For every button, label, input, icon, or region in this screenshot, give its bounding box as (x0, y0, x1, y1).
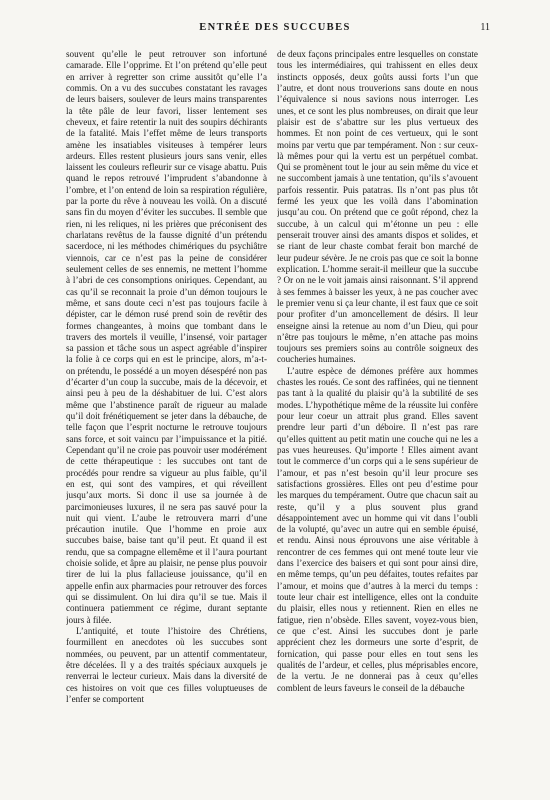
paragraph: L’antiquité, et toute l’histoire des Chrétiens, fourmillent en anecdotes où les succubes sont nommées, ou peuvent, par un attentif commentateur, être décelées. Il y a des traités spéciaux auxquels je renverrai le lecteur curieux. Mais dans la diversité de ces histoires on voit que ces filles voluptueuses de l’enfer se comportent (66, 625, 267, 704)
text-columns (66, 49, 478, 779)
paragraph: L’autre espèce de démones préfère aux hommes chastes les roués. Ce sont des raffinées, qui ne tiennent pas tant à la qualité du plaisir qu’à la subtilité de ses modes. L’hypothétique même de la réussite lui confère pour leur coeur un attrait plus grand. Elles savent prendre leur parti d’un déboire. Il n’est pas rare qu’elles quittent au petit matin une couche qui ne les a pas vues heureuses. Qu’importe ! Elles aiment avant tout le commerce d’un corps qui a le sens supérieur de l’amour, et pas n’est besoin qu’il leur procure ses satisfactions grossières. Elles ont peu d’estime pour les marques du tempérament. Outre que chacun sait au reste, qu’il y a plus souvent plus grand désappointement avec un homme qui vit dans l’oubli de la volupté, qu’avec un autre qui en semble épuisé, et rendu. Ainsi nous éprouvons une aise véritable à rencontrer de ces femmes qui ont mené toute leur vie dans l’exercice des baisers et qui sont pour ainsi dire, en même temps, qu’un peu défaites, toutes refaites par l’amour, et moins que d’autres à la merci du temps : toute leur chair est intelligence, elles ont la conduite du plaisir, elles nous y retiennent. Rien en elles ne fatigue, rien n’obsède. Elles savent, voyez-vous bien, ce que c’est. Ainsi les succubes dont je parle apprécient chez les dormeurs une sorte d’esprit, de fornication, qui passe pour elles en tout sens les qualités de l’ardeur, et celles, plus méprisables encore, de la vertu. Je ne donnerai pas à ceux qu’elles comblent de leurs faveurs le conseil de la débauche (277, 365, 478, 693)
running-title: ENTRÉE DES SUCCUBES (199, 22, 351, 33)
paragraph: de deux façons principales entre lesquelles on constate tous les intermédiaires, qui trahissent en elles deux instincts opposés, deux goûts aussi forts l’un que l’autre, et dont nous trouverions sans doute en nous l’équivalence si nous savions nous interroger. Les unes, et ce sont les plus nombreuses, on dirait que leur plaisir est de s’abattre sur les plus vertueux des hommes. Et non point de ces vertueux, qui le sont moins par vertu que par tempérament. Non : sur ceux-là mêmes pour qui la vertu est un perpétuel combat. Qui se promènent tout le jour au sein même du vice et ne succombent jamais à une tentation, qu’ils s’avouent parfois ressentir. Puis patatras. Ils n’ont pas plus tôt fermé les yeux que les voilà dans l’abomination jusqu’au cou. On prétend que ce goût répond, chez la succube, à un calcul qui m’étonne un peu : elle penserait trouver ainsi des amants dispos et solides, et se riant de leur chaste combat ferait bon marché de leur pudeur sévère. Je ne crois pas que ce soit la bonne explication. L’homme serait-il meilleur que la succube ? Or on ne le voit jamais ainsi raisonnant. S’il apprend à ses femmes à baisser les yeux, à ne pas coucher avec le premier venu si ça leur chante, il est faux que ce soit pour profiter d’un amoncellement de désirs. Il leur enseigne ainsi la retenue au nom d’un Dieu, qui pour n’être pas toujours le même, n’en attache pas moins toujours ses premiers soins au contrôle soigneux des coucheries humaines. (277, 49, 478, 365)
right-column (277, 49, 478, 779)
left-column (66, 49, 267, 779)
running-header (0, 22, 550, 38)
page-number: 11 (480, 22, 490, 33)
paragraph: souvent qu’elle le peut retrouver son infortuné camarade. Elle l’opprime. Et l’on prétend qu’elle peut en arriver à regretter son crime aussitôt qu’elle l’a commis. On a vu des succubes constatant les ravages de leurs baisers, soulever de leurs mains transparentes la tête pâle de leur favori, lisser lentement ses cheveux, et faire retentir la nuit des soupirs déchirants de la fatalité. Mais l’effet même de leurs transports amène les insatiables visiteuses à tempérer leurs ardeurs. Elles restent plusieurs jours sans venir, elles laissent les couleurs refleurir sur ce visage abattu. Puis quand le repos retrouvé l’imprudent s’abandonne à l’ombre, et l’on entend de loin sa respiration régulière, par la porte du rêve à nouveau les voilà. On a discuté sans fin du moyen d’éviter les succubes. Il semble que rien, ni les reliques, ni les prières que préconisent des charlatans revêtus de la fausse dignité d’un prétendu sacerdoce, ni les méthodes chimériques du psychiâtre viennois, car ce n’est pas la peine de considérer seulement celles de ses ennemis, ne mettent l’homme à l’abri de ces consomptions oniriques. Cependant, au cas qu’il se reconnait la proie d’un démon toujours le même, et sans doute ceci n’est pas toujours facile à dépister, car le démon rusé prend soin de revêtir des formes changeantes, à moins que tombant dans le travers des mortels il veuille, l’insensé, voir partager sa passion et tâche sous un aspect agréable d’inspirer la folie à ce corps qui en est le principe, alors, m’a-t-on prétendu, le possédé a un moyen désespéré non pas d’écarter d’un coup la succube, mais de la décevoir, et ainsi peu à peu de la déshabituer de lui. C’est alors même que l’abstinence paraît de rigueur au malade qu’il doit frénétiquement se jeter dans la débauche, de telle façon que l’esprit nocturne le retrouve toujours sans force, et soit vaincu par l’impuissance et la pitié. Cependant qu’il ne croie pas pouvoir user modérément de cette thérapeutique : les succubes ont tant de procédés pour rendre sa vigueur au plus faible, qu’il en est, qui sont des vampires, et qui réveillent jusqu’aux morts. Si donc il use sa journée à de parcimonieuses luxures, il ne sera pas sauvé pour la nuit qui vient. L’aube le retrouvera marri d’une précaution inutile. Que l’homme en proie aux succubes baise, baise tant qu’il peut. Et quand il est rendu, que sa compagne ellemême et il l’aura pourtant choisie solide, et âpre au plaisir, ne pense plus pouvoir tirer de lui la plus fallacieuse jouissance, qu’il en appelle enfin aux pharmacies pour retrouver des forces qui se dissimulent. On lui dira qu’il se tue. Mais il continuera patiemment ce régime, durant septante jours à filée. (66, 49, 267, 625)
